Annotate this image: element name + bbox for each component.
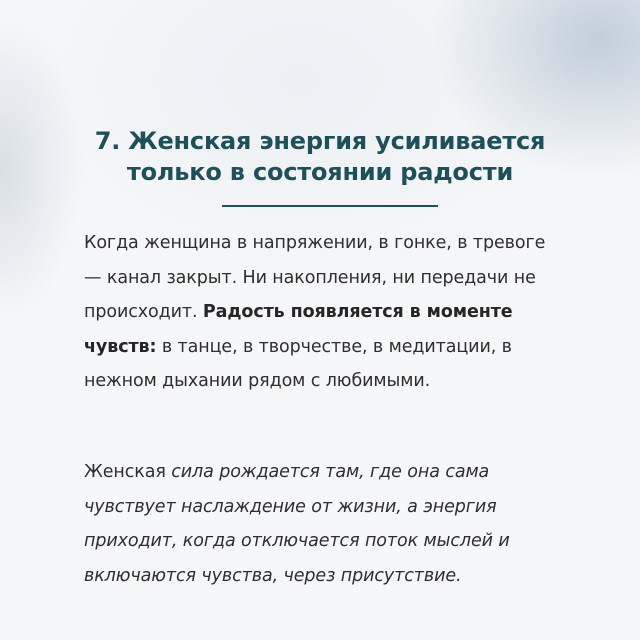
body-paragraph-2	[84, 455, 564, 593]
heading-line-2: только в состоянии радости	[126, 158, 514, 186]
heading-line-1: 7. Женская энергия усиливается	[94, 127, 546, 155]
paragraph-1-emphasis: Радость появляется в моменте чувств:	[84, 302, 513, 357]
body-paragraph-1	[84, 226, 564, 399]
paragraph-2-start: Женская	[84, 462, 172, 482]
paragraph-1-intro: Когда женщина в напряжении, в гонке, в тревоге — канал закрыт. Ни накопления, ни передачи не происходит.	[84, 233, 546, 322]
paragraph-1-rest: в танце, в творчестве, в медитации, в нежном дыхании рядом с любимыми.	[84, 336, 512, 391]
heading-divider	[222, 205, 438, 207]
section-heading	[40, 126, 600, 188]
paragraph-2-italic: сила рождается там, где она сама чувствует наслаждение от жизни, а энергия приходит, когда отключается поток мыслей и включаются чувства, через присутствие.	[84, 462, 510, 586]
